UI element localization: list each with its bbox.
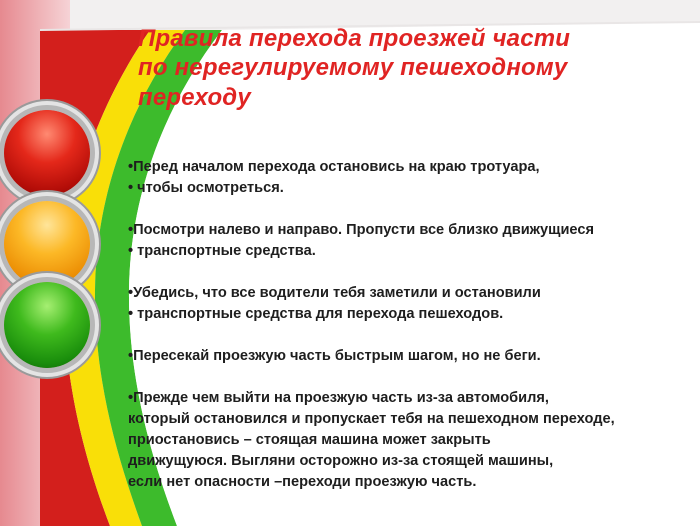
rule-item — [128, 157, 700, 199]
rule-line: • транспортные средства. — [128, 243, 316, 259]
rule-line: • транспортные средства для перехода пешеходов. — [128, 306, 504, 322]
yellow-traffic-light-icon — [4, 201, 90, 287]
rule-line: •Пересекай проезжую часть быстрым шагом, но не беги. — [128, 348, 541, 364]
rule-line: •Перед началом перехода остановись на краю тротуара, — [128, 159, 540, 175]
rule-line: •Посмотри налево и направо. Пропусти все близко движущиеся — [128, 222, 594, 238]
rule-item — [128, 388, 700, 493]
rule-line: если нет опасности –переходи проезжую часть. — [128, 474, 477, 490]
rule-line: •Убедись, что все водители тебя заметили и остановили — [128, 285, 541, 301]
rule-item — [128, 346, 700, 367]
rules-list — [128, 157, 700, 514]
rule-line: который остановился и пропускает тебя на пешеходном переходе, — [128, 411, 615, 427]
rule-line: • чтобы осмотреться. — [128, 180, 284, 196]
rule-line: приостановись – стоящая машина может закрыть — [128, 432, 491, 448]
green-traffic-light-icon — [4, 282, 90, 368]
rule-line: •Прежде чем выйти на проезжую часть из-за автомобиля, — [128, 390, 549, 406]
rule-item — [128, 283, 700, 325]
slide-title: Правила перехода проезжей части по нерегулируемому пешеходному переходу — [138, 25, 571, 111]
red-traffic-light-icon — [4, 110, 90, 196]
rule-item — [128, 220, 700, 262]
rule-line: движущуюся. Выгляни осторожно из-за стоящей машины, — [128, 453, 554, 469]
